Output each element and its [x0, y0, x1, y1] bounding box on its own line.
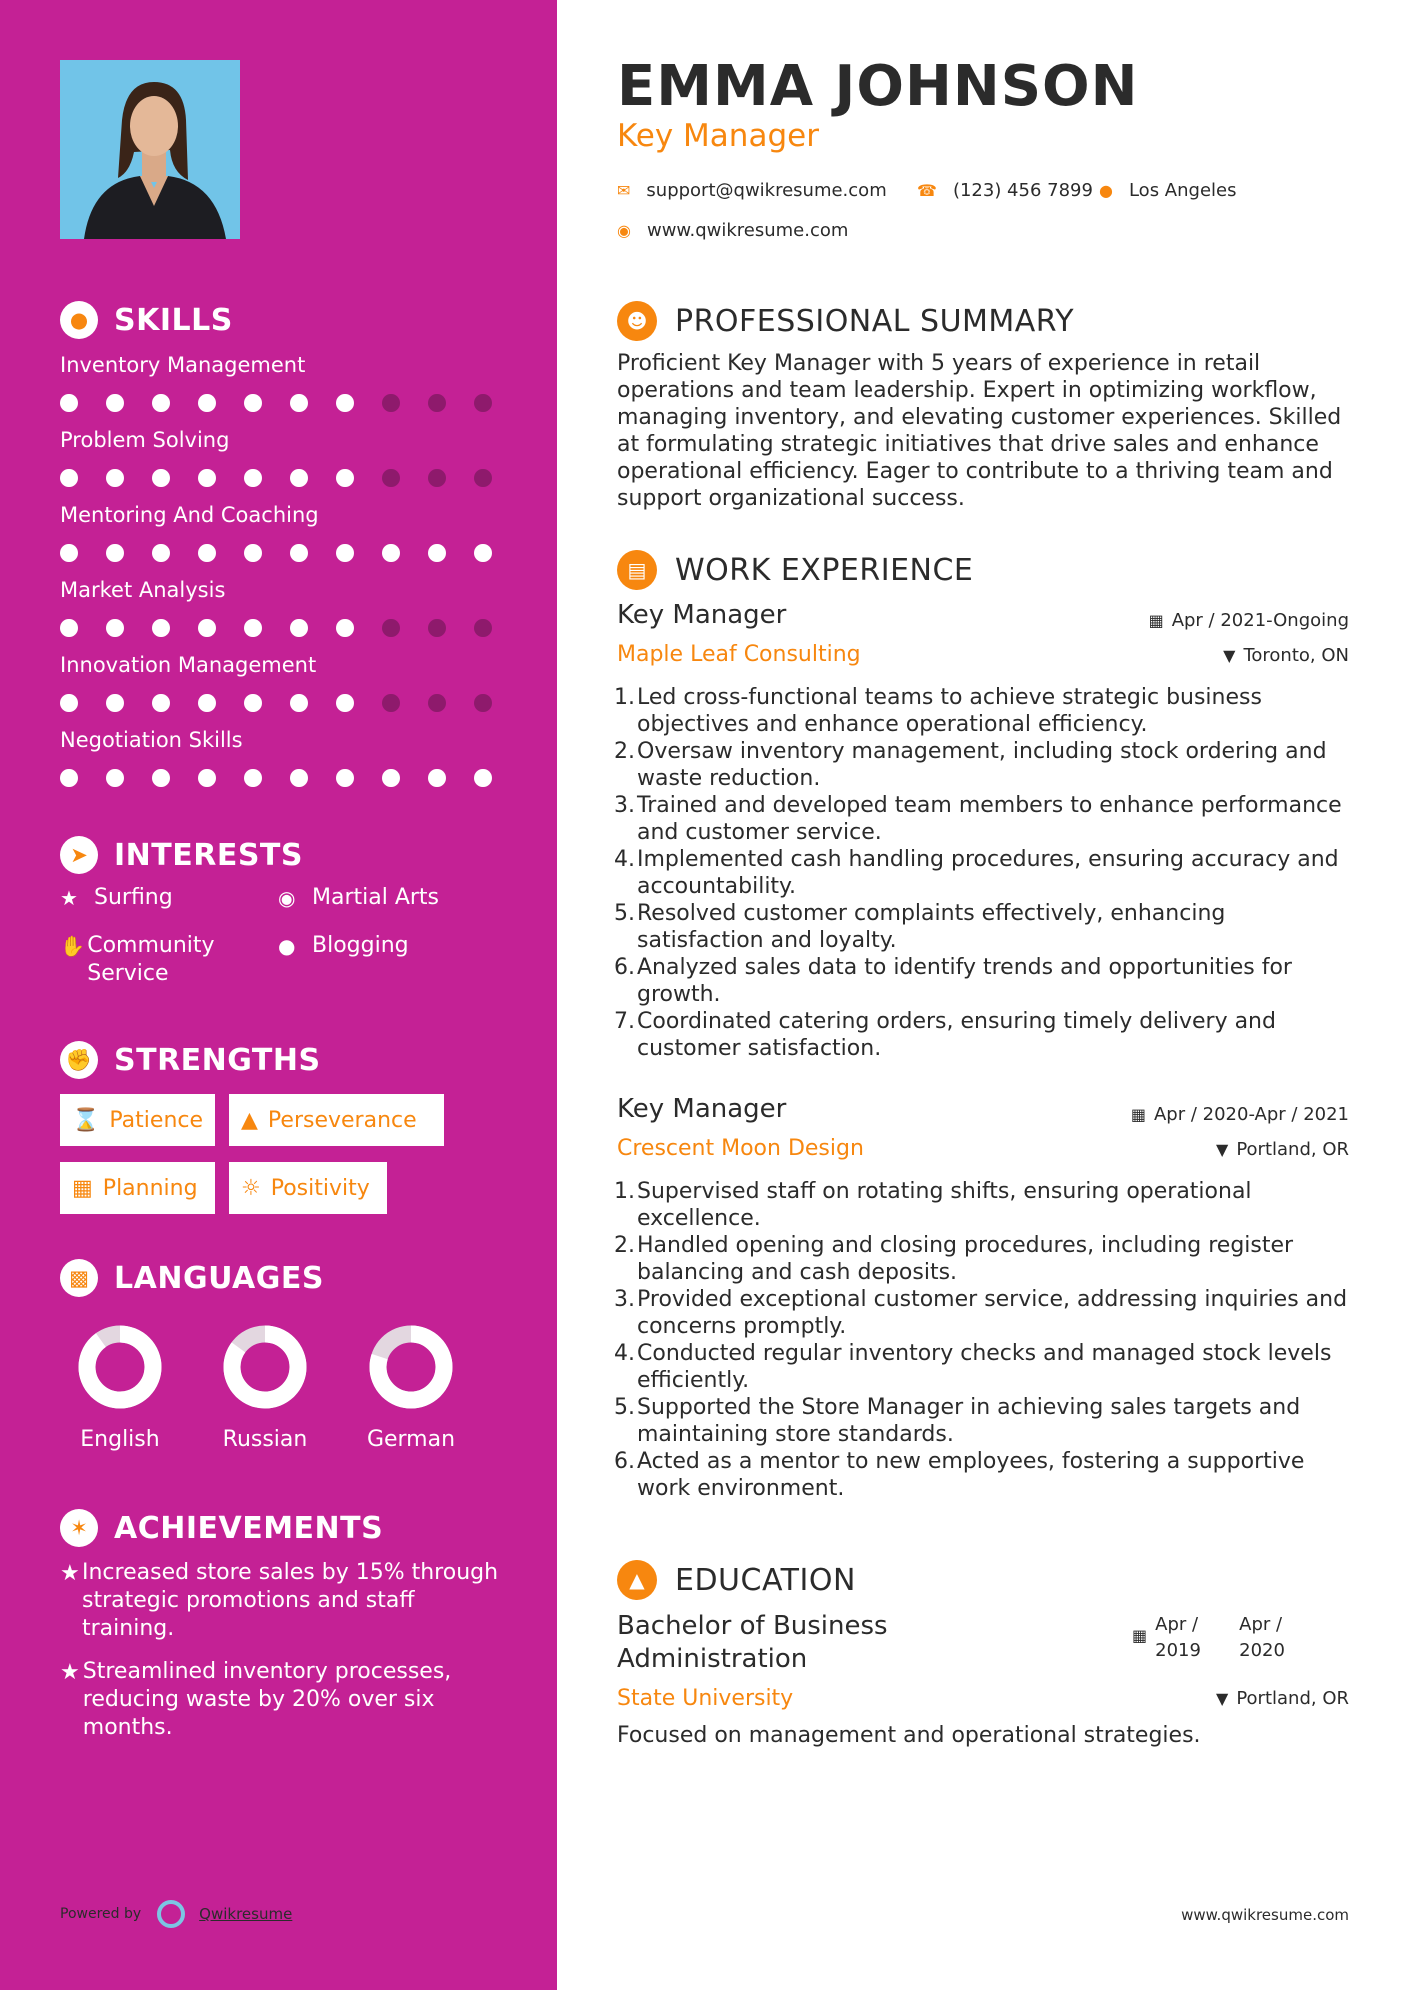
language-item: English	[60, 1323, 180, 1452]
hand-icon: ✋	[60, 934, 85, 958]
strength-badge: ▦ Planning	[60, 1162, 215, 1214]
phone-contact: ☎ (123) 456 7899	[917, 180, 1093, 201]
skill-rating	[60, 469, 520, 487]
rating-dot	[198, 619, 216, 637]
website-contact[interactable]: ◉ www.qwikresume.com	[617, 220, 849, 241]
skill-row	[60, 575, 520, 637]
phone-icon: ☎	[917, 181, 937, 200]
rating-dot	[336, 619, 354, 637]
rating-dot	[428, 544, 446, 562]
rating-dot	[198, 469, 216, 487]
rating-dot	[474, 694, 492, 712]
strength-badge: ⌛ Patience	[60, 1094, 215, 1146]
rating-dot	[244, 694, 262, 712]
rating-dot	[198, 394, 216, 412]
language-icon: ▩	[60, 1259, 98, 1297]
skill-name: Negotiation Skills	[60, 728, 243, 752]
sun-icon: ☼	[241, 1175, 261, 1201]
language-ring	[76, 1323, 164, 1411]
job-dates: ▦ Apr / 2021-Ongoing	[1148, 610, 1349, 631]
rating-dot	[474, 544, 492, 562]
pin-icon: ▼	[1223, 646, 1236, 665]
skill-rating	[60, 619, 520, 637]
brand-link[interactable]: Qwikresume	[199, 1905, 293, 1923]
shooting-star-icon: ★	[60, 1660, 80, 1685]
rating-dot	[244, 619, 262, 637]
rating-dot	[106, 469, 124, 487]
list-item: 6. Analyzed sales data to identify trends and opportunities for growth.	[614, 955, 1292, 1007]
job-dates: ▦ Apr / 2020-Apr / 2021	[1130, 1104, 1349, 1125]
achievement-item: ★ Streamlined inventory processes, reducing waste by 20% over six months.	[60, 1659, 452, 1740]
rating-dot	[336, 769, 354, 787]
summary-text: Proficient Key Manager with 5 years of experience in retail operations and team leadership. Expert in optimizing workflow, managing inventory, and elevating customer experiences. Skilled at formulating strategic initiatives that drive sales and enhance operational efficiency. Eager to contribute to a thriving team and support organizational success.	[617, 351, 1342, 511]
rating-dot	[152, 394, 170, 412]
languages-heading: ▩ LANGUAGES	[60, 1259, 324, 1297]
globe-icon: ◉	[617, 221, 631, 240]
list-item: 6. Acted as a mentor to new employees, fostering a supportive work environment.	[614, 1449, 1305, 1501]
list-item: 4. Conducted regular inventory checks and managed stock levels efficiently.	[614, 1341, 1332, 1393]
job-bullets	[612, 684, 1357, 1062]
interest-item: ✋ Community Service	[60, 933, 215, 986]
language-ring	[367, 1323, 455, 1411]
rating-dot	[198, 544, 216, 562]
rating-dot	[290, 544, 308, 562]
rating-dot	[244, 394, 262, 412]
rating-dot	[106, 394, 124, 412]
rating-dot	[60, 394, 78, 412]
skill-row	[60, 650, 520, 712]
rating-dot	[382, 619, 400, 637]
education-location: ▼ Portland, OR	[1216, 1688, 1349, 1709]
envelope-icon: ✉	[617, 181, 631, 200]
rating-dot	[290, 469, 308, 487]
rating-dot	[106, 544, 124, 562]
list-item: 1. Led cross-functional teams to achieve strategic business objectives and enhance operational efficiency.	[614, 685, 1262, 737]
achievement-item: ★ Increased store sales by 15% through strategic promotions and staff training.	[60, 1560, 499, 1641]
job-company: Maple Leaf Consulting	[617, 642, 861, 667]
interest-item: ◉ Martial Arts	[278, 885, 440, 910]
list-item: 1. Supervised staff on rotating shifts, ensuring operational excellence.	[614, 1179, 1252, 1231]
list-item: 7. Coordinated catering orders, ensuring timely delivery and customer satisfaction.	[614, 1009, 1276, 1061]
rating-dot	[198, 694, 216, 712]
language-item: German	[351, 1323, 471, 1452]
road-icon: ▲	[241, 1107, 258, 1133]
degree-title: Bachelor of Business Administration	[617, 1611, 888, 1674]
rating-dot	[382, 394, 400, 412]
education-heading: ▲ EDUCATION	[617, 1560, 856, 1600]
rating-dot	[152, 469, 170, 487]
user-icon: ☻	[617, 301, 657, 341]
rating-dot	[428, 694, 446, 712]
qwikresume-logo	[157, 1900, 185, 1928]
paper-plane-icon: ➤	[60, 836, 98, 874]
skill-name: Innovation Management	[60, 653, 317, 677]
strengths-heading: ✊ STRENGTHS	[60, 1041, 321, 1079]
list-item: 3. Trained and developed team members to enhance performance and customer service.	[614, 793, 1342, 845]
summary-heading: ☻ PROFESSIONAL SUMMARY	[617, 301, 1074, 341]
skill-name: Mentoring And Coaching	[60, 503, 319, 527]
skill-row	[60, 425, 520, 487]
rating-dot	[382, 469, 400, 487]
star-burst-icon: ✶	[60, 1509, 98, 1547]
education-description: Focused on management and operational strategies.	[617, 1723, 1201, 1748]
rating-dot	[152, 544, 170, 562]
location-contact: ● Los Angeles	[1099, 180, 1237, 201]
skill-row	[60, 500, 520, 562]
email-contact[interactable]: ✉ support@qwikresume.com	[617, 180, 887, 201]
list-item: 2. Oversaw inventory management, including stock ordering and waste reduction.	[614, 739, 1327, 791]
education-dates: ▦ Apr / 2019 Apr / 2020	[1132, 1614, 1285, 1661]
rating-dot	[244, 469, 262, 487]
globe-icon: ◉	[278, 886, 296, 910]
rating-dot	[106, 769, 124, 787]
experience-heading: ▤ WORK EXPERIENCE	[617, 550, 973, 590]
skill-name: Market Analysis	[60, 578, 226, 602]
rating-dot	[336, 544, 354, 562]
footer-website[interactable]: www.qwikresume.com	[1181, 1906, 1349, 1924]
rating-dot	[382, 694, 400, 712]
list-item: 2. Handled opening and closing procedures, including register balancing and cash deposits.	[614, 1233, 1294, 1285]
map-marker-icon: ●	[1099, 181, 1113, 200]
rating-dot	[474, 619, 492, 637]
rating-dot	[428, 619, 446, 637]
rating-dot	[244, 769, 262, 787]
briefcase-icon: ▤	[617, 550, 657, 590]
group-icon: ●	[278, 934, 296, 958]
skill-rating	[60, 694, 520, 712]
interest-item: ★ Surfing	[60, 885, 173, 910]
rating-dot	[152, 769, 170, 787]
rating-dot	[152, 619, 170, 637]
language-ring	[221, 1323, 309, 1411]
language-item: Russian	[205, 1323, 325, 1452]
rating-dot	[428, 469, 446, 487]
star-icon: ★	[60, 886, 78, 910]
sidebar	[0, 0, 557, 1990]
rating-dot	[60, 544, 78, 562]
skill-rating	[60, 544, 520, 562]
fist-icon: ✊	[60, 1041, 98, 1079]
strength-badge: ▲ Perseverance	[229, 1094, 444, 1146]
skills-heading: ● SKILLS	[60, 301, 233, 339]
rating-dot	[428, 394, 446, 412]
list-item: 4. Implemented cash handling procedures, ensuring accuracy and accountability.	[614, 847, 1339, 899]
list-item: 5. Supported the Store Manager in achieving sales targets and maintaining store standards.	[614, 1395, 1301, 1447]
job-location: ▼ Toronto, ON	[1223, 645, 1349, 666]
profile-photo	[60, 60, 240, 239]
hourglass-icon: ⌛	[72, 1107, 100, 1133]
powered-by: Powered by Qwikresume	[60, 1900, 292, 1928]
rating-dot	[60, 619, 78, 637]
rating-dot	[382, 769, 400, 787]
rating-dot	[60, 769, 78, 787]
rating-dot	[290, 394, 308, 412]
rating-dot	[290, 769, 308, 787]
calendar-icon: ▦	[72, 1175, 93, 1201]
rating-dot	[474, 769, 492, 787]
candidate-role: Key Manager	[617, 118, 819, 154]
rating-dot	[152, 694, 170, 712]
job-title: Key Manager	[617, 600, 787, 630]
pin-icon: ▼	[1216, 1689, 1229, 1708]
skill-rating	[60, 769, 520, 787]
skill-row	[60, 350, 520, 412]
rating-dot	[290, 619, 308, 637]
rating-dot	[290, 694, 308, 712]
rating-dot	[198, 769, 216, 787]
pin-icon: ▼	[1216, 1140, 1229, 1159]
rating-dot	[474, 394, 492, 412]
job-bullets	[612, 1178, 1357, 1502]
rating-dot	[106, 694, 124, 712]
lightbulb-icon: ●	[60, 301, 98, 339]
graduation-cap-icon: ▲	[617, 1560, 657, 1600]
skill-name: Problem Solving	[60, 428, 230, 452]
rating-dot	[60, 694, 78, 712]
interest-item: ● Blogging	[278, 933, 409, 958]
list-item: 5. Resolved customer complaints effectively, enhancing satisfaction and loyalty.	[614, 901, 1226, 953]
calendar-icon: ▦	[1130, 1105, 1146, 1124]
skill-name: Inventory Management	[60, 353, 306, 377]
rating-dot	[428, 769, 446, 787]
skill-row	[60, 725, 520, 787]
shooting-star-icon: ★	[60, 1561, 80, 1586]
rating-dot	[244, 544, 262, 562]
school-name: State University	[617, 1686, 794, 1711]
rating-dot	[474, 469, 492, 487]
list-item: 3. Provided exceptional customer service, addressing inquiries and concerns promptly.	[614, 1287, 1348, 1339]
ring-fill	[87, 1334, 153, 1400]
achievements-heading: ✶ ACHIEVEMENTS	[60, 1509, 383, 1547]
calendar-icon: ▦	[1148, 611, 1164, 630]
rating-dot	[106, 619, 124, 637]
calendar-icon: ▦	[1132, 1626, 1148, 1645]
job-title: Key Manager	[617, 1094, 787, 1124]
rating-dot	[336, 694, 354, 712]
candidate-name: EMMA JOHNSON	[617, 54, 1139, 119]
rating-dot	[336, 469, 354, 487]
interests-heading: ➤ INTERESTS	[60, 836, 303, 874]
job-company: Crescent Moon Design	[617, 1136, 864, 1161]
rating-dot	[60, 469, 78, 487]
rating-dot	[382, 544, 400, 562]
rating-dot	[336, 394, 354, 412]
skill-rating	[60, 394, 520, 412]
strength-badge: ☼ Positivity	[229, 1162, 387, 1214]
job-location: ▼ Portland, OR	[1216, 1139, 1349, 1160]
